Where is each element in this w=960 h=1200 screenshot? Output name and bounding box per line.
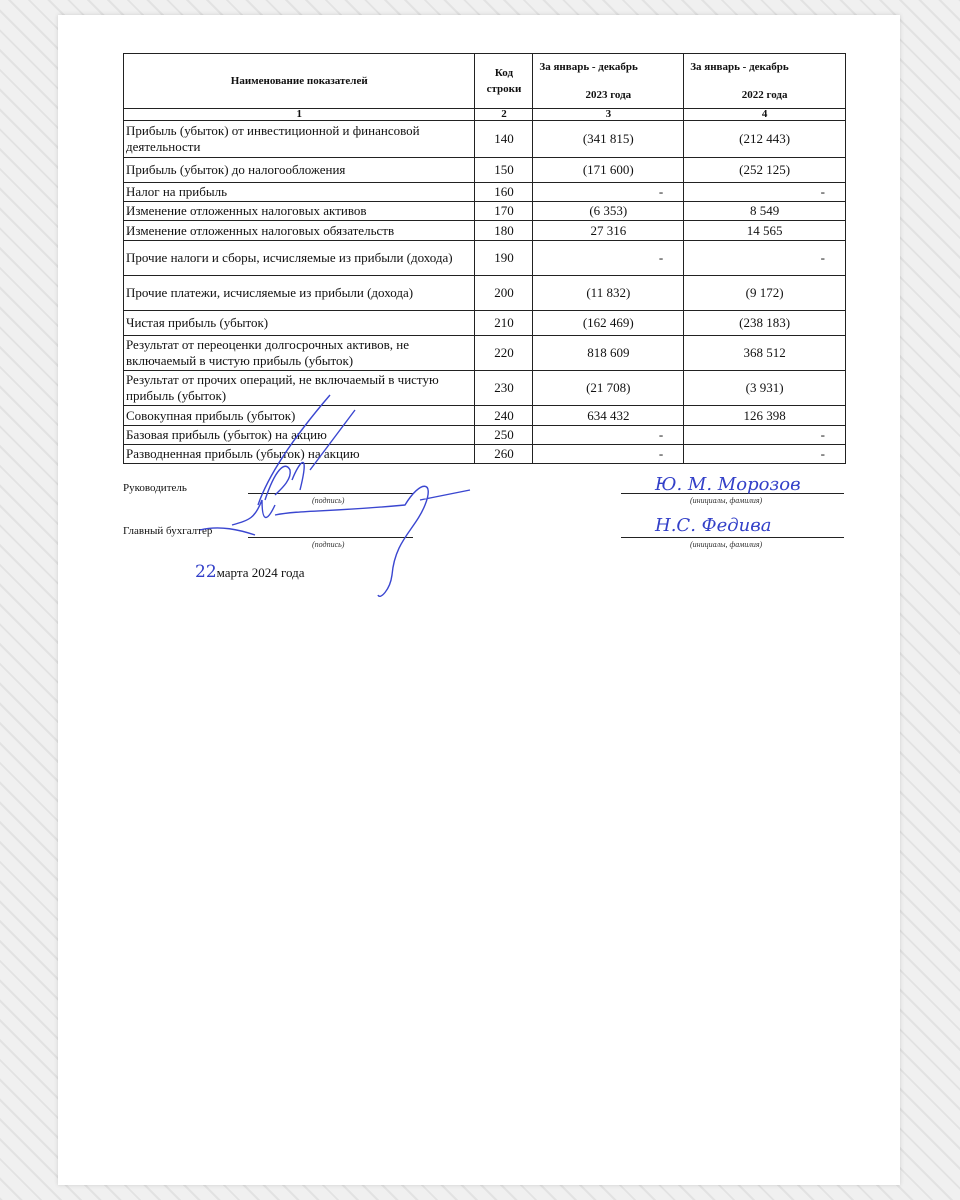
head-name-handwritten: Ю. М. Морозов <box>655 474 801 495</box>
row-code: 210 <box>475 311 533 336</box>
row-value-2022: 126 398 <box>684 406 846 426</box>
row-code: 250 <box>475 426 533 445</box>
row-value-2023: - <box>533 241 684 276</box>
row-name: Совокупная прибыль (убыток) <box>124 406 475 426</box>
row-code: 140 <box>475 121 533 158</box>
date-day-handwritten: 22 <box>195 562 217 582</box>
row-value-2023: (21 708) <box>533 371 684 406</box>
row-name: Изменение отложенных налоговых обязательств <box>124 221 475 241</box>
header-name: Наименование показателей <box>124 54 475 109</box>
row-value-2022: (9 172) <box>684 276 846 311</box>
row-value-2023: (11 832) <box>533 276 684 311</box>
row-name: Чистая прибыль (убыток) <box>124 311 475 336</box>
row-name: Базовая прибыль (убыток) на акцию <box>124 426 475 445</box>
accountant-name-caption: (инициалы, фамилия) <box>690 540 763 549</box>
row-code: 200 <box>475 276 533 311</box>
row-name: Прочие платежи, исчисляемые из прибыли (дохода) <box>124 276 475 311</box>
row-value-2023: - <box>533 426 684 445</box>
row-value-2022: 14 565 <box>684 221 846 241</box>
row-name: Разводненная прибыль (убыток) на акцию <box>124 445 475 464</box>
row-code: 150 <box>475 158 533 183</box>
head-name-caption: (инициалы, фамилия) <box>690 496 763 505</box>
row-code: 170 <box>475 202 533 221</box>
accountant-signature-mark <box>200 486 470 596</box>
row-value-2023: - <box>533 183 684 202</box>
header-2023-period: За январь - декабрь <box>539 61 638 73</box>
column-number: 2 <box>475 109 533 121</box>
column-number: 3 <box>533 109 684 121</box>
head-signature-caption: (подпись) <box>312 496 345 505</box>
row-value-2022: 8 549 <box>684 202 846 221</box>
row-value-2022: (3 931) <box>684 371 846 406</box>
row-code: 220 <box>475 336 533 371</box>
accountant-name-handwritten: Н.С. Федива <box>655 515 772 536</box>
row-value-2023: (171 600) <box>533 158 684 183</box>
head-signature-mark <box>258 395 355 505</box>
row-value-2022: - <box>684 241 846 276</box>
row-code: 240 <box>475 406 533 426</box>
accountant-label: Главный бухгалтер <box>123 525 213 537</box>
row-code: 160 <box>475 183 533 202</box>
column-number: 4 <box>684 109 846 121</box>
row-code: 190 <box>475 241 533 276</box>
head-label: Руководитель <box>123 482 187 494</box>
row-value-2023: (6 353) <box>533 202 684 221</box>
row-value-2023: (341 815) <box>533 121 684 158</box>
row-value-2023: (162 469) <box>533 311 684 336</box>
row-value-2022: - <box>684 445 846 464</box>
column-number: 1 <box>124 109 475 121</box>
header-2022-period: За январь - декабрь <box>690 61 789 73</box>
row-value-2023: 27 316 <box>533 221 684 241</box>
row-code: 260 <box>475 445 533 464</box>
row-value-2022: (212 443) <box>684 121 846 158</box>
accountant-signature-caption: (подпись) <box>312 540 345 549</box>
row-name: Прибыль (убыток) от инвестиционной и финансовой деятельности <box>124 121 475 158</box>
row-value-2023: - <box>533 445 684 464</box>
row-code: 230 <box>475 371 533 406</box>
row-value-2022: - <box>684 183 846 202</box>
row-name: Результат от прочих операций, не включаемый в чистую прибыль (убыток) <box>124 371 475 406</box>
row-name: Прибыль (убыток) до налогообложения <box>124 158 475 183</box>
row-name: Налог на прибыль <box>124 183 475 202</box>
date-month-year: марта 2024 года <box>216 565 305 580</box>
row-value-2022: (238 183) <box>684 311 846 336</box>
header-code: Код строки <box>475 54 533 109</box>
row-name: Изменение отложенных налоговых активов <box>124 202 475 221</box>
row-name: Результат от переоценки долгосрочных активов, не включаемый в чистую прибыль (убыток) <box>124 336 475 371</box>
row-value-2022: (252 125) <box>684 158 846 183</box>
row-name: Прочие налоги и сборы, исчисляемые из прибыли (дохода) <box>124 241 475 276</box>
row-value-2023: 818 609 <box>533 336 684 371</box>
header-2022-year: 2022 года <box>741 89 788 101</box>
row-value-2023: 634 432 <box>533 406 684 426</box>
row-value-2022: - <box>684 426 846 445</box>
header-2023-year: 2023 года <box>585 89 632 101</box>
row-code: 180 <box>475 221 533 241</box>
row-value-2022: 368 512 <box>684 336 846 371</box>
